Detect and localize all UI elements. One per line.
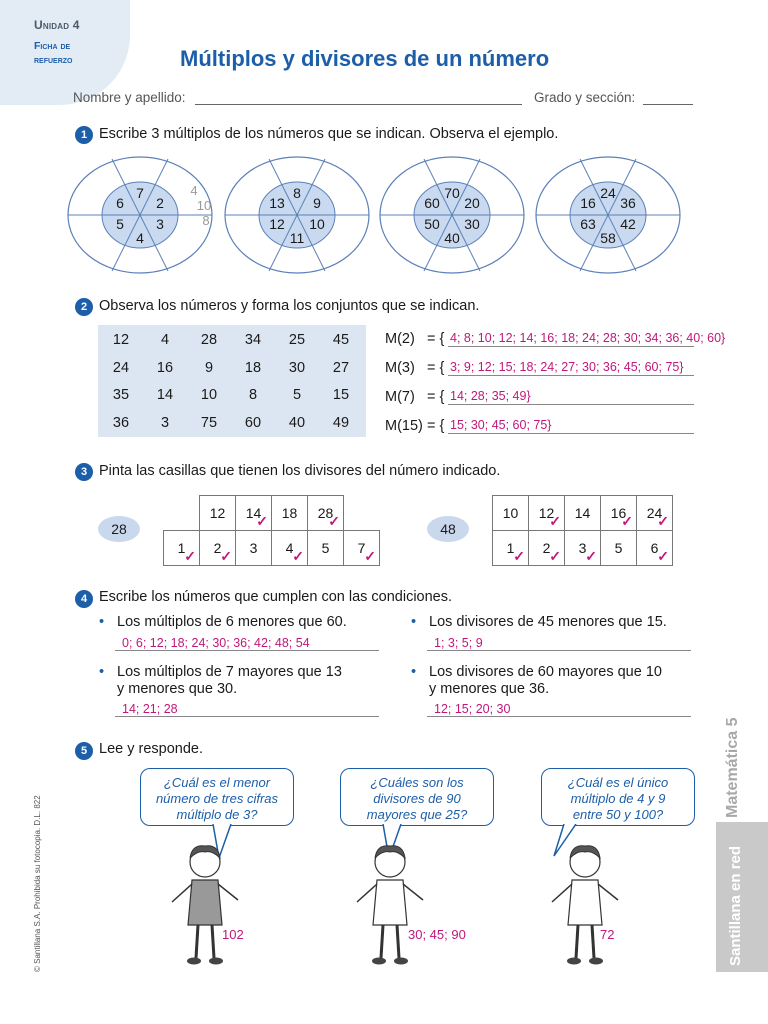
divisor-value: 4 bbox=[285, 540, 294, 556]
wheel-number: 2 bbox=[156, 195, 164, 211]
question-number-5: 5 bbox=[75, 742, 93, 760]
divisor-value: 28 bbox=[317, 505, 334, 521]
check-icon: ✓ bbox=[549, 548, 561, 564]
check-icon: ✓ bbox=[184, 548, 196, 564]
grid-number: 4 bbox=[160, 332, 170, 348]
set-brace: = { bbox=[427, 360, 445, 376]
wheel-number: 13 bbox=[269, 195, 285, 211]
condition-answer[interactable]: 0; 6; 12; 18; 24; 30; 36; 42; 48; 54 bbox=[122, 636, 310, 650]
set-label: M(2) bbox=[385, 331, 415, 347]
page-title: Múltiplos y divisores de un número bbox=[180, 46, 550, 71]
divisor-cell[interactable] bbox=[236, 496, 272, 531]
wheel-number: 36 bbox=[620, 195, 636, 211]
condition-answer[interactable]: 14; 21; 28 bbox=[122, 702, 178, 716]
answer-line bbox=[427, 650, 691, 651]
multiples-wheel bbox=[50, 153, 230, 277]
wheel-number: 10 bbox=[309, 216, 325, 232]
divisor-cell[interactable] bbox=[272, 531, 308, 566]
question-4-text: Escribe los números que cumplen con las condiciones. bbox=[99, 589, 453, 605]
grade-label: Grado y sección: bbox=[534, 90, 636, 105]
grid-number: 28 bbox=[200, 332, 218, 348]
check-icon: ✓ bbox=[621, 513, 633, 529]
grid-number: 16 bbox=[156, 359, 174, 376]
answer-line bbox=[427, 716, 691, 717]
example-multiple: 8 bbox=[202, 213, 210, 228]
divisor-table bbox=[163, 495, 380, 566]
grid-number: 5 bbox=[292, 387, 302, 403]
question-1-text: Escribe 3 múltiplos de los números que se indican. Observa el ejemplo. bbox=[99, 126, 559, 142]
wheel-number: 58 bbox=[600, 230, 616, 246]
bubble-line: número de tres cifras bbox=[155, 791, 279, 806]
wheel-number: 16 bbox=[580, 195, 596, 211]
grid-number: 18 bbox=[244, 359, 262, 376]
condition-text: • Los divisores de 60 mayores que 10 y menores que 36. bbox=[429, 664, 662, 698]
set-answer-line bbox=[448, 346, 694, 347]
divisor-value: 10 bbox=[502, 505, 519, 521]
grid-number: 25 bbox=[288, 332, 306, 348]
bubble-line: divisores de 90 bbox=[373, 791, 461, 806]
condition-text: • Los múltiplos de 6 menores que 60. bbox=[117, 614, 347, 631]
question-number-4: 4 bbox=[75, 590, 93, 608]
set-answer-line bbox=[448, 404, 694, 405]
multiples-wheel bbox=[362, 153, 542, 277]
divisor-cell[interactable] bbox=[601, 496, 637, 531]
wheel-number: 20 bbox=[464, 195, 480, 211]
question-3-text: Pinta las casillas que tienen los divisores del número indicado. bbox=[99, 463, 501, 479]
divisor-value: 16 bbox=[610, 505, 627, 521]
grid-number: 8 bbox=[248, 387, 258, 403]
check-icon: ✓ bbox=[256, 513, 268, 529]
condition-answer[interactable]: 1; 3; 5; 9 bbox=[434, 636, 483, 650]
question-bubble bbox=[340, 768, 494, 826]
grid-number: 75 bbox=[200, 414, 218, 431]
wheel-number: 40 bbox=[444, 230, 460, 246]
condition-text: • Los divisores de 45 menores que 15. bbox=[429, 614, 667, 631]
number-grid bbox=[98, 325, 366, 437]
divisor-cell[interactable] bbox=[236, 531, 272, 566]
divisor-value: 7 bbox=[357, 540, 366, 556]
condition-answer[interactable]: 12; 15; 20; 30 bbox=[434, 702, 511, 716]
grid-number: 60 bbox=[244, 414, 262, 431]
check-icon: ✓ bbox=[513, 548, 525, 564]
wheel-number: 30 bbox=[464, 216, 480, 232]
wheel-number: 9 bbox=[313, 195, 321, 211]
bubble-line: mayores que 25? bbox=[366, 807, 468, 822]
divisor-value: 14 bbox=[245, 505, 262, 521]
condition-text: • Los múltiplos de 7 mayores que 13 y menores que 30. bbox=[117, 664, 342, 698]
divisor-cell[interactable] bbox=[200, 531, 236, 566]
answer-line bbox=[115, 650, 379, 651]
divisor-value: 2 bbox=[542, 540, 551, 556]
divisor-cell[interactable] bbox=[637, 531, 673, 566]
wheel-number: 5 bbox=[116, 216, 124, 232]
bubble-answer[interactable]: 102 bbox=[222, 927, 244, 942]
wheel-number: 6 bbox=[116, 195, 124, 211]
copyright-text: © Santillana S.A. Prohibida su fotocopia. D.L. 822 bbox=[33, 795, 42, 972]
check-icon: ✓ bbox=[364, 548, 376, 564]
empty-cell bbox=[164, 496, 200, 531]
set-answer-line bbox=[448, 375, 694, 376]
wheel-number: 7 bbox=[136, 185, 144, 201]
divisor-value: 14 bbox=[574, 505, 591, 521]
divisor-value: 5 bbox=[321, 540, 330, 556]
grade-field[interactable] bbox=[643, 104, 693, 105]
check-icon: ✓ bbox=[585, 548, 597, 564]
divisor-cell[interactable] bbox=[344, 531, 380, 566]
divisor-value: 18 bbox=[281, 505, 298, 521]
set-answer[interactable]: 4; 8; 10; 12; 14; 16; 18; 24; 28; 30; 34; 36; 40; 60} bbox=[450, 331, 726, 345]
set-brace: = { bbox=[427, 389, 445, 405]
divisor-cell[interactable] bbox=[164, 531, 200, 566]
check-icon: ✓ bbox=[292, 548, 304, 564]
check-icon: ✓ bbox=[328, 513, 340, 529]
wheel-number: 12 bbox=[269, 216, 285, 232]
divisor-cell[interactable] bbox=[308, 531, 344, 566]
grid-number: 24 bbox=[112, 359, 130, 376]
wheel-number: 42 bbox=[620, 216, 636, 232]
bubble-line: entre 50 y 100? bbox=[572, 807, 664, 822]
grid-number: 14 bbox=[156, 387, 174, 403]
divisor-value: 1 bbox=[177, 540, 186, 556]
bubble-answer[interactable]: 30; 45; 90 bbox=[408, 927, 466, 942]
question-number-3: 3 bbox=[75, 463, 93, 481]
example-multiple: 4 bbox=[190, 183, 198, 198]
divisor-value: 3 bbox=[249, 540, 258, 556]
divisor-cell[interactable] bbox=[493, 531, 529, 566]
multiples-wheel bbox=[518, 153, 698, 277]
divisor-cell[interactable] bbox=[601, 531, 637, 566]
grid-number: 30 bbox=[288, 359, 306, 376]
check-icon: ✓ bbox=[657, 513, 669, 529]
example-multiple: 10 bbox=[196, 198, 212, 213]
grid-number: 27 bbox=[332, 359, 350, 376]
answer-line bbox=[115, 716, 379, 717]
check-icon: ✓ bbox=[549, 513, 561, 529]
set-answer[interactable]: 15; 30; 45; 60; 75} bbox=[450, 418, 552, 432]
grid-number: 35 bbox=[112, 387, 130, 403]
bubble-line: ¿Cuáles son los bbox=[370, 775, 464, 790]
grid-number: 36 bbox=[112, 414, 130, 431]
book-title: Matemática 5 bbox=[724, 717, 741, 818]
divisor-value: 6 bbox=[650, 540, 659, 556]
ficha-label: Ficha de refuerzo bbox=[34, 40, 73, 66]
set-brace: = { bbox=[427, 331, 445, 347]
divisor-value: 2 bbox=[213, 540, 222, 556]
question-5-text: Lee y responde. bbox=[99, 741, 203, 757]
divisor-table bbox=[492, 495, 673, 566]
set-answer-line bbox=[448, 433, 694, 434]
wheel-number: 63 bbox=[580, 216, 596, 232]
bubble-answer[interactable]: 72 bbox=[600, 927, 615, 942]
question-number-2: 2 bbox=[75, 298, 93, 316]
set-label: M(3) bbox=[385, 360, 415, 376]
divisor-cell[interactable] bbox=[272, 496, 308, 531]
name-field[interactable] bbox=[195, 104, 522, 105]
wheel-number: 11 bbox=[289, 230, 305, 246]
set-label: M(15) bbox=[385, 418, 423, 434]
wheel-number: 4 bbox=[136, 230, 144, 246]
child-illustration bbox=[160, 840, 250, 970]
divisor-cell[interactable] bbox=[565, 531, 601, 566]
empty-cell bbox=[344, 496, 380, 531]
set-answer[interactable]: 3; 9; 12; 15; 18; 24; 27; 30; 36; 45; 60; 75} bbox=[450, 360, 684, 374]
divisor-value: 12 bbox=[209, 505, 226, 521]
divisor-cell[interactable] bbox=[493, 496, 529, 531]
wheel-number: 70 bbox=[444, 185, 460, 201]
divisor-value: 1 bbox=[506, 540, 515, 556]
divisor-cell[interactable] bbox=[529, 496, 565, 531]
grid-number: 49 bbox=[332, 414, 350, 431]
bubble-line: ¿Cuál es el único bbox=[567, 775, 669, 790]
question-2-text: Observa los números y forma los conjuntos que se indican. bbox=[99, 298, 480, 314]
set-brace: = { bbox=[427, 418, 445, 434]
grid-number: 45 bbox=[332, 332, 350, 348]
check-icon: ✓ bbox=[220, 548, 232, 564]
question-bubble bbox=[140, 768, 294, 826]
set-answer[interactable]: 14; 28; 35; 49} bbox=[450, 389, 531, 403]
divisor-cell[interactable] bbox=[308, 496, 344, 531]
wheel-number: 60 bbox=[424, 195, 440, 211]
bubble-line: ¿Cuál es el menor bbox=[163, 775, 271, 790]
multiples-wheel bbox=[207, 153, 387, 277]
grid-number: 34 bbox=[244, 332, 262, 348]
child-illustration bbox=[345, 840, 435, 970]
divisor-cell[interactable] bbox=[637, 496, 673, 531]
wheel-number: 3 bbox=[156, 216, 164, 232]
unit-label: Unidad 4 bbox=[34, 18, 80, 32]
wheel-number: 8 bbox=[293, 185, 301, 201]
child-illustration bbox=[540, 840, 630, 970]
name-label: Nombre y apellido: bbox=[73, 90, 186, 105]
divisor-value: 12 bbox=[538, 505, 555, 521]
divisor-value: 5 bbox=[614, 540, 623, 556]
wheel-number: 50 bbox=[424, 216, 440, 232]
question-number-1: 1 bbox=[75, 126, 93, 144]
check-icon: ✓ bbox=[657, 548, 669, 564]
bubble-line: múltiplo de 3? bbox=[176, 807, 258, 822]
grid-number: 12 bbox=[112, 332, 130, 348]
divisor-value: 3 bbox=[578, 540, 587, 556]
divisor-cell[interactable] bbox=[200, 496, 236, 531]
target-number: 28 bbox=[98, 516, 140, 542]
divisor-value: 24 bbox=[646, 505, 663, 521]
bubble-line: múltiplo de 4 y 9 bbox=[570, 791, 666, 806]
question-bubble bbox=[541, 768, 695, 826]
brand-logo: Santillana en red bbox=[727, 845, 744, 966]
set-label: M(7) bbox=[385, 389, 415, 405]
grid-number: 40 bbox=[288, 414, 306, 431]
divisor-cell[interactable] bbox=[565, 496, 601, 531]
divisor-cell[interactable] bbox=[529, 531, 565, 566]
grid-number: 3 bbox=[160, 414, 170, 431]
grid-number: 15 bbox=[332, 387, 350, 403]
grid-number: 10 bbox=[200, 387, 218, 403]
grid-number: 9 bbox=[204, 359, 214, 376]
target-number: 48 bbox=[427, 516, 469, 542]
wheel-number: 24 bbox=[600, 185, 616, 201]
